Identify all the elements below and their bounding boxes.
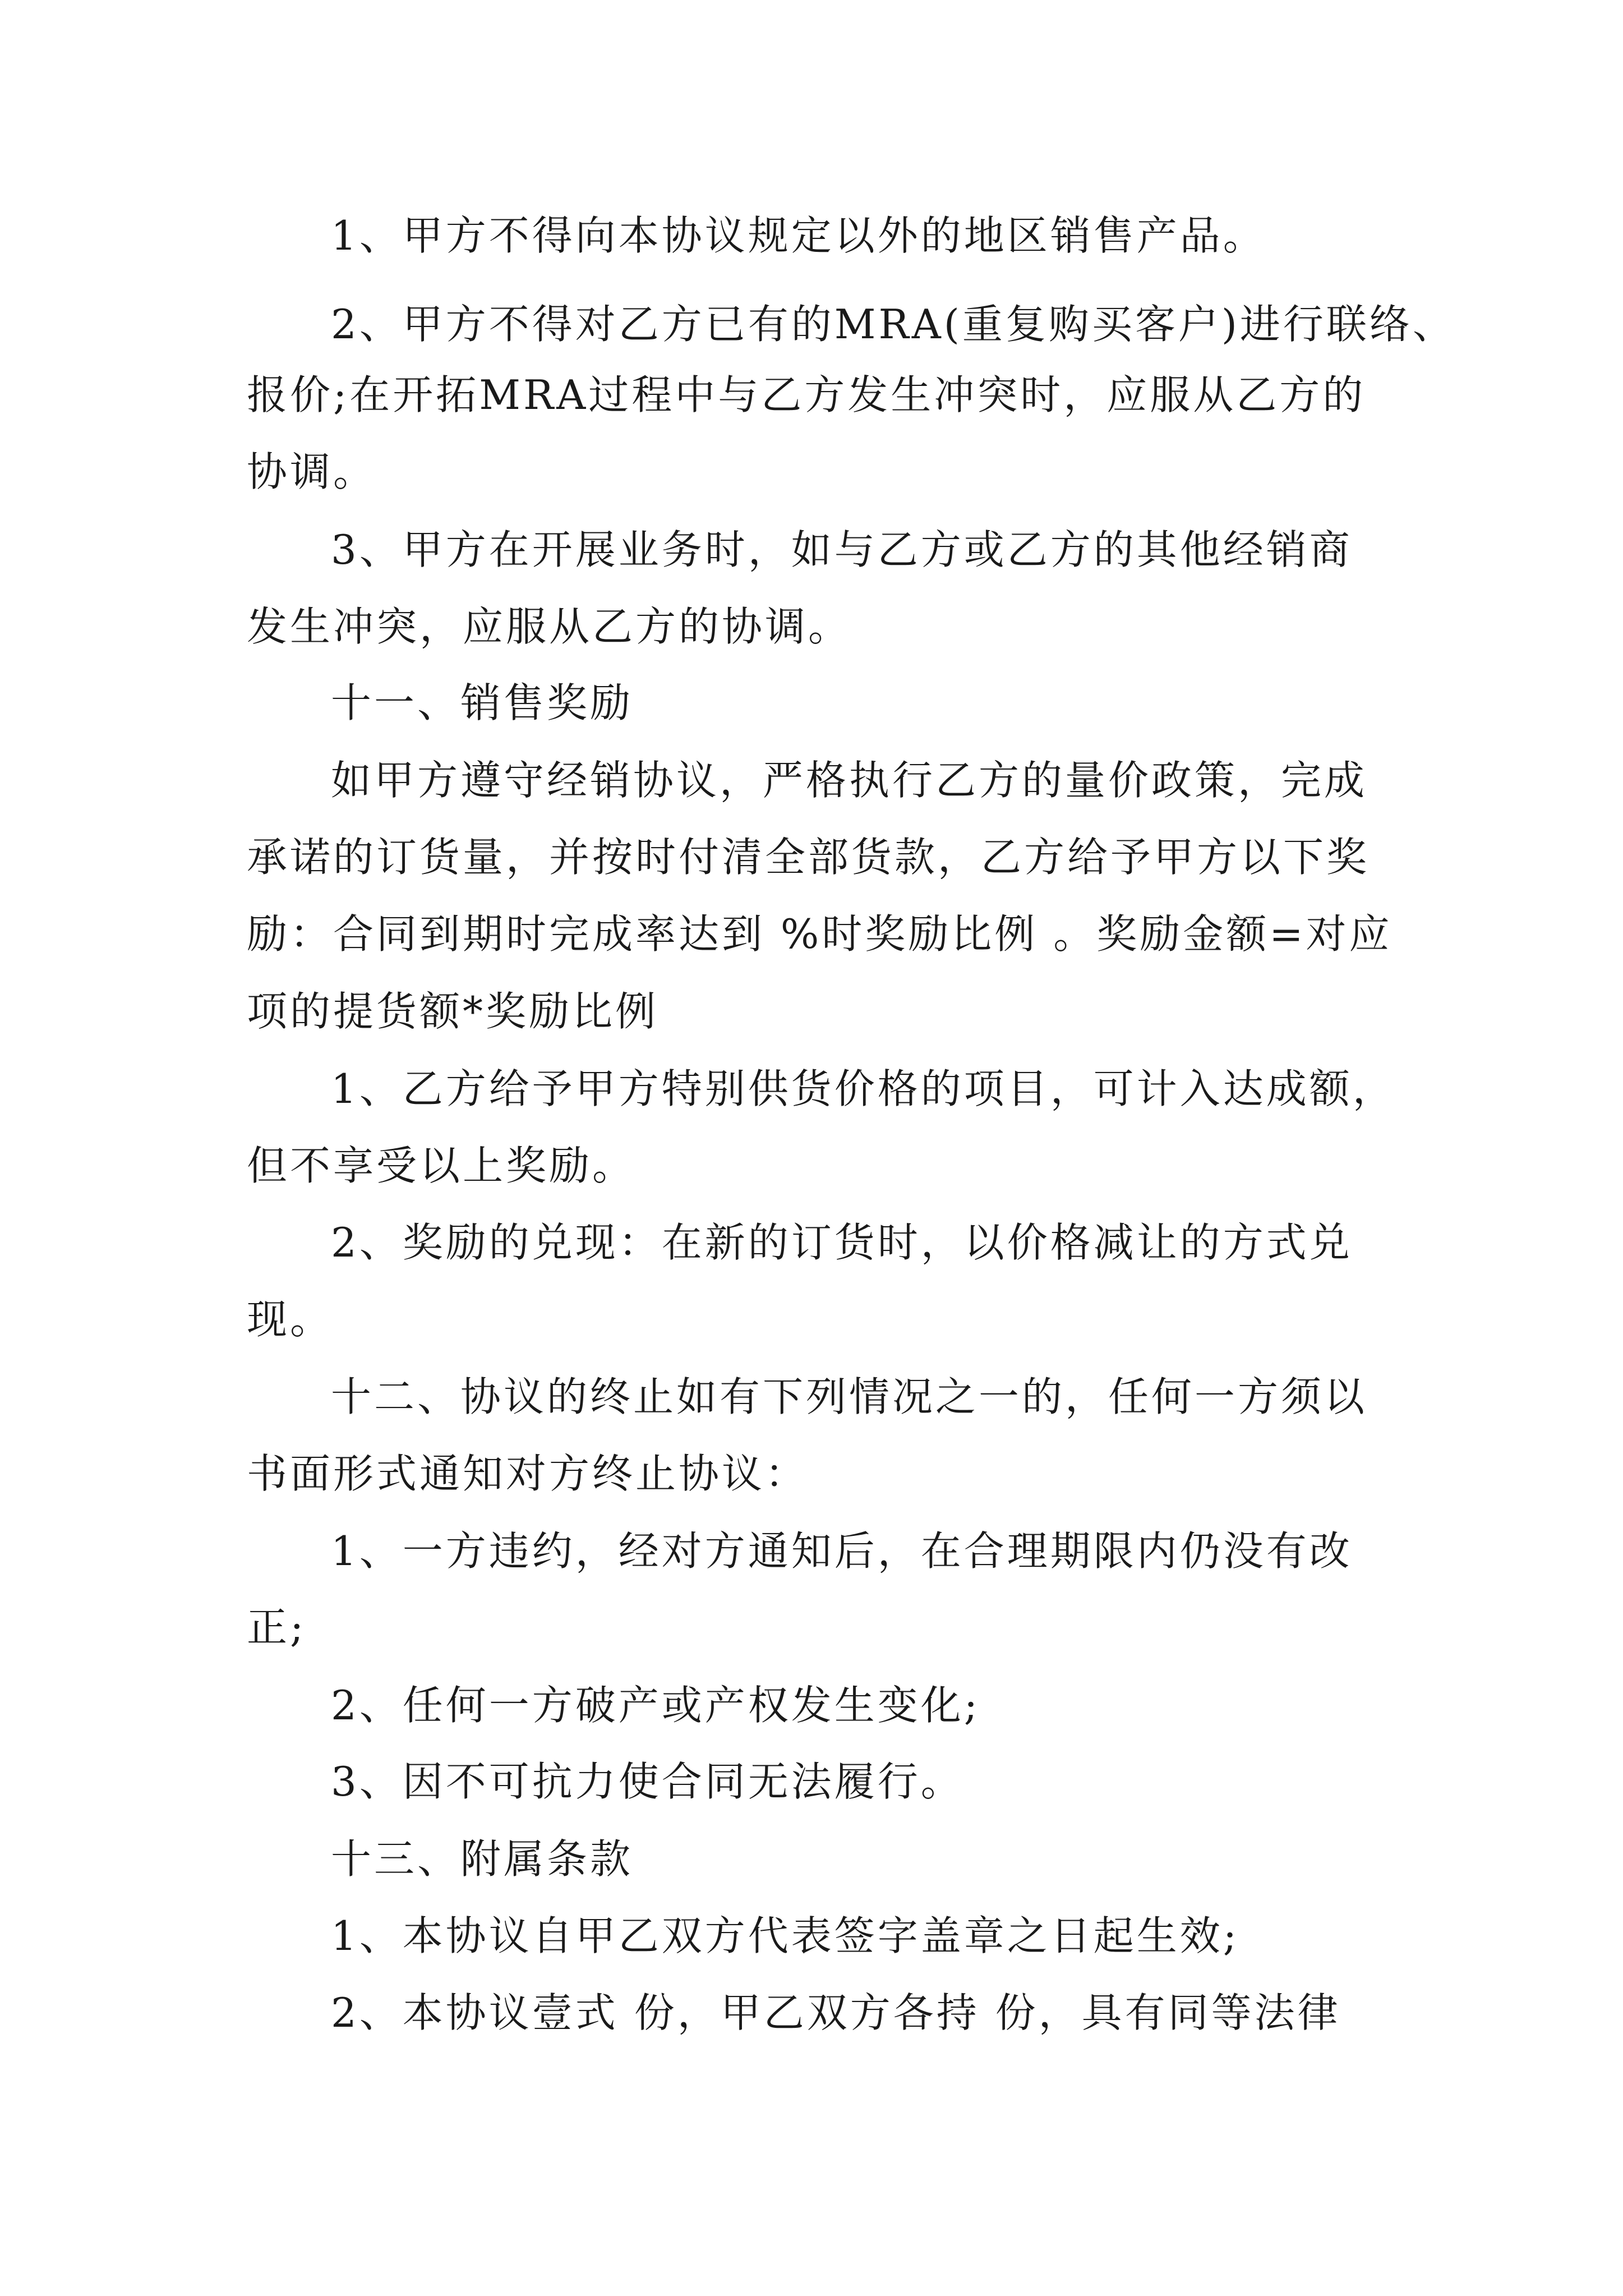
text-line: 1、甲方不得向本协议规定以外的地区销售产品。 [331, 212, 1266, 259]
text-line: 现。 [247, 1296, 334, 1343]
text-line: 3、甲方在开展业务时，如与乙方或乙方的其他经销商 [331, 526, 1353, 573]
text-line: 正; [247, 1604, 307, 1651]
text-line: 2、本协议壹式 份，甲乙双方各持 份，具有同等法律 [331, 1989, 1341, 2036]
text-line: 报价;在开拓MRA过程中与乙方发生冲突时，应服从乙方的 [247, 371, 1366, 418]
text-line: 2、甲方不得对乙方已有的MRA(重复购买客户)进行联络、 [331, 301, 1456, 348]
text-line: 但不享受以上奖励。 [247, 1142, 636, 1189]
text-line: 3、因不可抗力使合同无法履行。 [331, 1758, 964, 1805]
text-line: 项的提货额*奖励比例 [247, 988, 659, 1035]
text-line: 2、任何一方破产或产权发生变化; [331, 1682, 981, 1729]
text-line: 2、奖励的兑现：在新的订货时，以价格减让的方式兑 [331, 1219, 1353, 1266]
text-line: 如甲方遵守经销协议，严格执行乙方的量价政策，完成 [331, 757, 1368, 804]
text-line: 承诺的订货量，并按时付清全部货款，乙方给予甲方以下奖 [247, 834, 1370, 881]
section-heading: 十二、协议的终止如有下列情况之一的，任何一方须以 [331, 1373, 1368, 1420]
text-line: 发生冲突，应服从乙方的协调。 [247, 603, 852, 650]
text-line: 1、乙方给予甲方特别供货价格的项目，可计入达成额， [331, 1065, 1396, 1112]
text-line: 书面形式通知对方终止协议： [247, 1450, 809, 1497]
text-line: 协调。 [247, 448, 377, 495]
text-line: 1、一方违约，经对方通知后，在合理期限内仍没有改 [331, 1527, 1353, 1575]
section-heading: 十三、附属条款 [331, 1835, 634, 1883]
text-line: 励：合同到期时完成率达到 %时奖励比例 。奖励金额=对应 [247, 910, 1393, 958]
section-heading: 十一、销售奖励 [331, 679, 634, 726]
text-line: 1、本协议自甲乙双方代表签字盖章之日起生效; [331, 1912, 1240, 1959]
